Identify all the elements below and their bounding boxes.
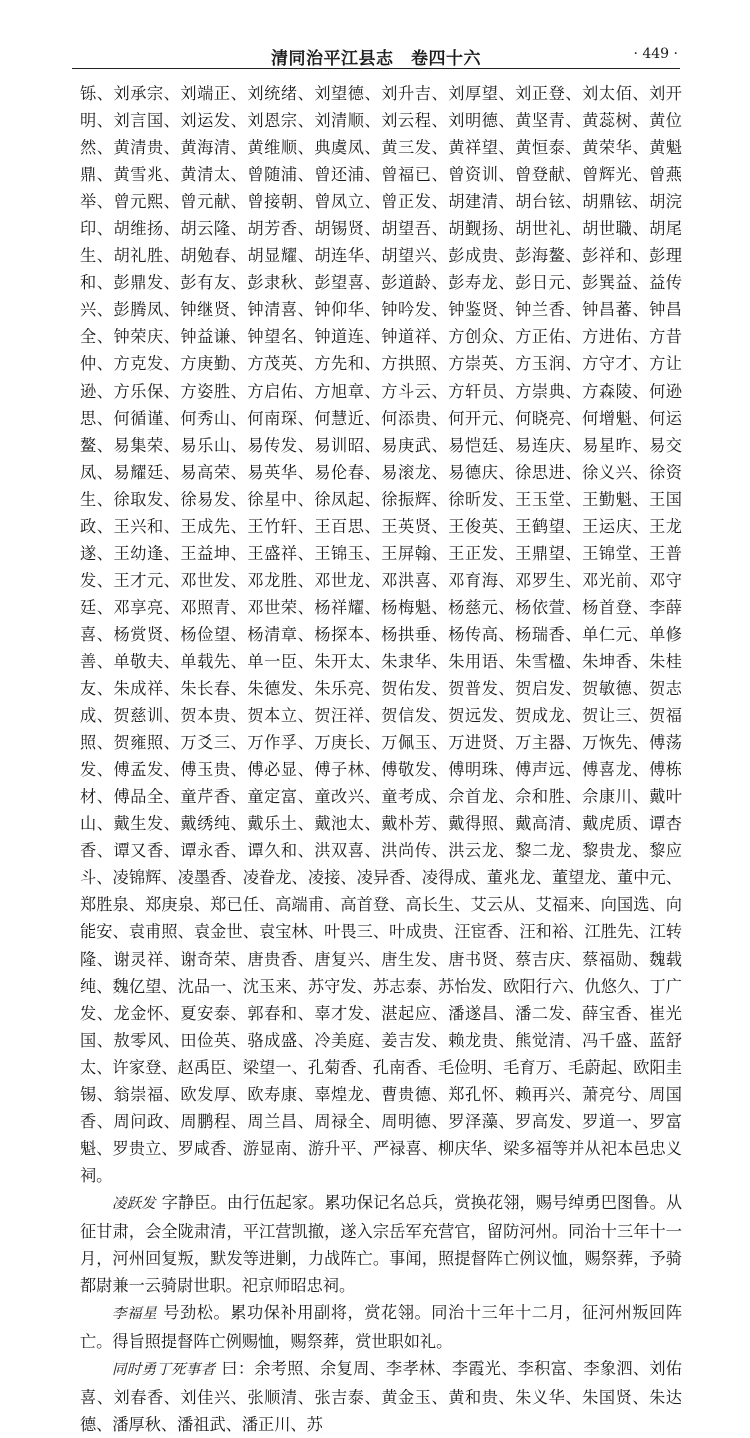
enshrined-names-list: 铄、刘承宗、刘端正、刘统绪、刘望德、刘升吉、刘厚望、刘正登、刘太佰、刘开明、刘言国、刘运发、刘恩宗、刘清顺、刘云程、刘明德、黄坚青、黄蕊树、黄位然、黄清贵、黄海清、黄维顺、典虞凤、黄三发、黄祥望、黄恒泰、黄荣华、黄魁鼎、黄雪兆、黄清太、曾随浦、曾还浦、曾福已、曾资训、曾登献、曾辉光、曾燕举、曾元熙、曾元献、曾接朝、曾凤立、曾正发、胡建清、胡台铉、胡鼎铉、胡浣印、胡维扬、胡云隆、胡芳香、胡锡贤、胡望吾、胡觐扬、胡世礼、胡世職、胡尾生、胡礼胜、胡勉春、胡显耀、胡连华、胡望兴、彭成贵、彭海鳌、彭祥和、彭理和、彭鼎发、彭有友、彭隶秋、彭望喜、彭道龄、彭寿龙、彭日元、彭巽益、益传兴、彭腾凤、钟继贤、钟清喜、钟仰华、钟吟发、钟鉴贤、钟兰香、钟昌蕃、钟昌全、钟荣庆、钟益谦、钟望名、钟道连、钟道祥、方创众、方正佑、方进佑、方昔仲、方克发、方庚勤、方茂英、方先和、方拱照、方崇英、方玉润、方守才、方让逊、方乐保、方姿胜、方启佑、方旭章、方斗云、方轩员、方崇典、方森陵、何逊思、何循谨、何秀山、何南琛、何慧近、何添贵、何开元、何晓亮、何增魁、何运鳌、易集荣、易乐山、易传发、易训昭、易庚武、易恺廷、易连庆、易星昨、易交凤、易耀廷、易高荣、易英华、易伦春、易滚龙、易德庆、徐思进、徐义兴、徐资生、徐取发、徐易发、徐星中、徐凤起、徐振辉、徐昕发、王玉堂、王勤魁、王国政、王兴和、王成先、王竹轩、王百思、王英贤、王俊英、王鹤望、王运庆、王龙遂、王幼逢、王益坤、王盛祥、王锦玉、王屏翰、王正发、王鼎望、王锦堂、王普发、王才元、邓世发、邓龙胜、邓世龙、邓洪喜、邓育海、邓罗生、邓光前、邓守廷、邓享亮、邓照青、邓世荣、杨祥耀、杨梅魁、杨慈元、杨依萱、杨首登、李薛喜、杨赏贤、杨俭望、杨清章、杨探本、杨拱垂、杨传高、杨瑞香、单仁元、单修善、单敬夫、单载先、单一臣、朱开太、朱隶华、朱用语、朱雪楹、朱坤香、朱桂友、朱成祥、朱长春、朱德发、朱乐亮、贺佑发、贺普发、贺启发、贺敏德、贺志成、贺慈训、贺本贵、贺本立、贺汪祥、贺信发、贺远发、贺成龙、贺让三、贺福照、贺雍照、万爻三、万作孚、万庚长、万佩玉、万进贤、万主器、万恢先、傅荡发、傅孟发、傅玉贵、傅必显、傅子林、傅敬发、傅明珠、傅声远、傅喜龙、傅栋材、傅品全、童芹香、童定富、童改兴、童考成、佘首龙、佘和胜、佘康川、戴叶山、戴生发、戴绣纯、戴乐土、戴池太、戴朴芳、戴得照、戴高清、戴虎质、谭杏香、谭又香、谭永香、谭久和、洪双喜、洪尚传、洪云龙、黎二龙、黎贵龙、黎应斗、凌锦辉、凌墨香、凌眷龙、凌接、凌异香、凌得成、董兆龙、董望龙、董中元、郑胜泉、郑庚泉、郑已任、高端甫、高首登、高长生、艾云从、艾福来、向国选、向能安、袁甫照、袁金世、袁宝林、叶畏三、叶成贵、汪宦香、汪和裕、江胜先、江转隆、谢灵祥、谢奇荣、唐贵香、唐复兴、唐生发、唐书贤、蔡吉庆、蔡福勋、魏载纯、魏亿望、沈品一、沈玉来、苏守发、苏志泰、苏怡发、欧阳行六、仇悠久、丁广发、龙金怀、夏安泰、郭春和、辜才发、湛起应、潘遂昌、潘二发、薛宝香、崔光国、敖零风、田俭英、骆成盛、冷美庭、姜吉发、赖龙贵、熊觉清、冯千盛、蓝舒太、许家登、赵禹臣、梁望一、孔菊香、孔南香、毛俭明、毛育万、毛蔚起、欧阳圭锡、翁崇福、欧发厚、欧寿康、辜煌龙、曹贵德、郑孔怀、赖再兴、萧亮兮、周国香、周问政、周鹏程、周兰昌、周禄全、周明德、罗泽藻、罗高发、罗道一、罗富魁、罗贵立、罗咸香、游显南、游升平、严禄喜、柳庆华、梁多福等并从祀本邑忠义祠。 xyxy=(80,84,682,1185)
entry-text: 字静臣。由行伍起家。累功保记名总兵，赏换花翎，赐号绰勇巴图鲁。从征甘肃，会全陇肃清，平江营凯撤，遂入宗岳军充营官，留防河州。同治十三年十一月，河州回复叛，默发等进剿，力战阵亡。事闻，照提督阵亡例议恤，赐祭葬，予骑都尉兼一云骑尉世职。祀京师昭忠祠。 xyxy=(80,1192,683,1296)
entry-heading: 同时勇丁死事者 xyxy=(112,1362,216,1379)
biography-entry xyxy=(80,1355,682,1438)
running-title: 清同治平江县志 卷四十六 xyxy=(271,49,481,69)
page-number: · 449 · xyxy=(633,46,678,62)
entry-heading: 凌跃发 xyxy=(112,1195,156,1212)
entry-heading: 李福星 xyxy=(112,1306,158,1323)
page-body xyxy=(80,80,682,1438)
page-header xyxy=(72,38,680,69)
entry-text: 曰：余考照、余复周、李孝林、李霞光、李积富、李象泗、刘佑喜、刘春香、刘佳兴、张顺清、张吉泰、黄金玉、黄和贵、朱义华、朱国贤、朱达德、潘厚秋、潘祖武、潘正川、苏 xyxy=(80,1359,682,1435)
biography-entry xyxy=(80,1189,682,1299)
entry-text: 号劲松。累功保补用副将，赏花翎。同治十三年十二月，征河州叛回阵亡。得旨照提督阵亡例赐恤，赐祭葬，赏世职如礼。 xyxy=(80,1303,683,1352)
biography-entry xyxy=(80,1299,682,1355)
